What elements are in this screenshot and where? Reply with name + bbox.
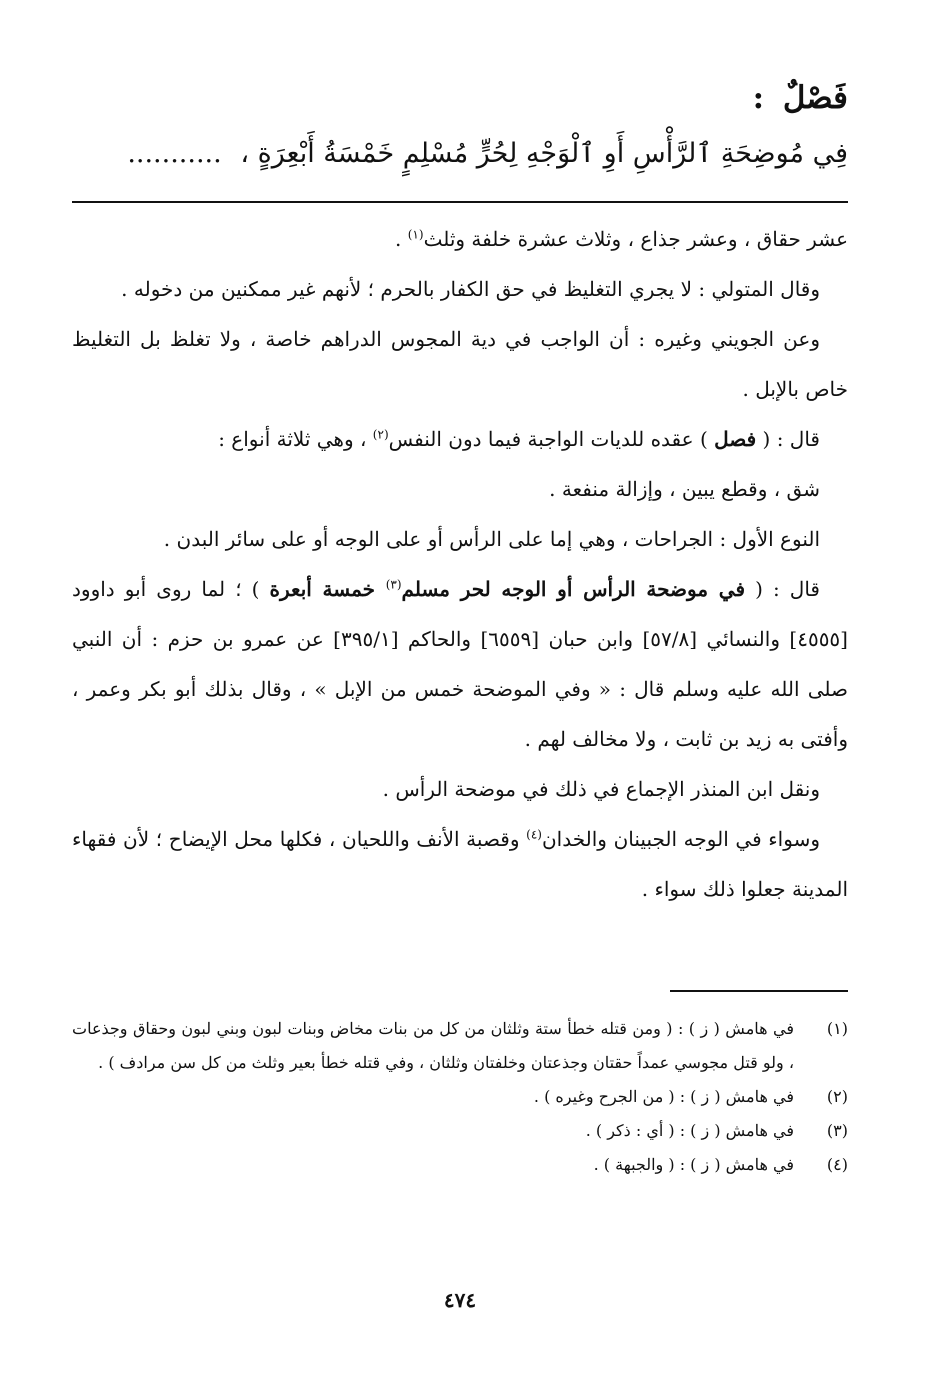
paragraph-5: شق ، وقطع يبين ، وإزالة منفعة . xyxy=(549,477,820,501)
footnote-text: في هامش ( ز ) : ( من الجرح وغيره ) . xyxy=(533,1087,794,1106)
footnote-number: (٤) xyxy=(826,1155,848,1174)
paragraph-7-bold-1: في موضحة الرأس أو الوجه لحر مسلم xyxy=(401,577,746,601)
footnote-ref-4: (٤) xyxy=(526,827,542,842)
section-heading xyxy=(753,80,848,117)
footnote-3 xyxy=(72,1114,848,1148)
paragraph-3: وعن الجويني وغيره : أن الواجب في دية المجوس الدراهم خاصة ، ولا تغلظ بل التغليظ خاص بالإبل . xyxy=(72,327,848,401)
footnote-number: (١) xyxy=(826,1019,848,1038)
matn-header-line xyxy=(72,136,848,171)
footnote-ref-1: (١) xyxy=(407,227,424,242)
paragraph-4 xyxy=(72,414,848,464)
paragraph-4-text-b: ) عقده للديات الواجبة فيما دون النفس xyxy=(388,427,715,451)
footnote-text: في هامش ( ز ) : ( والجبهة ) . xyxy=(593,1155,794,1174)
page-number: ٤٧٤ xyxy=(443,1288,477,1312)
paragraph-4-text-c: ، وهي ثلاثة أنواع : xyxy=(218,427,373,451)
footnote-4 xyxy=(72,1148,848,1182)
paragraph-7-text-b: ) ؛ لما روى أبو داوود [٤٥٥٥] والنسائي [٥٧/٨] وابن حبان [٦٥٥٩] والحاكم [٣٩٥/١] عن عمرو بن حزم : أن النبي صلى الله عليه وسلم قال : « وفي الموضحة خمس من الإبل » ، وقال بذلك أبو بكر وعمر ، وأفتى به زيد بن ثابت ، ولا مخالف لهم . xyxy=(72,577,848,751)
footnotes xyxy=(72,1012,848,1182)
paragraph-1-text: عشر حقاق ، وعشر جذاع ، وثلاث عشرة خلفة وثلث xyxy=(423,227,848,251)
footnote-text: في هامش ( ز ) : ( ومن قتله خطأ ستة وثلثان من كل من بنات مخاض وبنات لبون وبني لبون وحقاق وجذعات ، ولو قتل مجوسي عمداً حقتان وجذعتان وخلفتان وثلثان ، وفي قتله خطأ بعير وثلث من كل سن مرادف ) . xyxy=(72,1019,794,1072)
paragraph-9-text-b: وقصبة الأنف واللحيان ، فكلها محل الإيضاح ؛ لأن فقهاء المدينة جعلوا ذلك سواء . xyxy=(72,827,848,901)
paragraph-1-end: . xyxy=(395,227,408,251)
footnote-divider xyxy=(670,990,848,992)
paragraph-9 xyxy=(72,814,848,914)
matn-header-dots: ........... xyxy=(127,138,222,169)
footnote-text: في هامش ( ز ) : ( أي : ذكر ) . xyxy=(585,1121,794,1140)
paragraph-7-text-a: قال : ( xyxy=(745,577,820,601)
paragraph-8: ونقل ابن المنذر الإجماع في ذلك في موضحة الرأس . xyxy=(382,777,820,801)
footnote-number: (٢) xyxy=(826,1087,848,1106)
section-heading-colon: : xyxy=(752,80,765,116)
paragraph-6: النوع الأول : الجراحات ، وهي إما على الرأس أو على الوجه أو على سائر البدن . xyxy=(163,527,820,551)
footnote-2 xyxy=(72,1080,848,1114)
matn-header-text: فِي مُوضِحَةِ ٱلرَّأْسِ أَوِ ٱلْوَجْهِ لِحُرٍّ مُسْلِمٍ خَمْسَةُ أَبْعِرَةٍ ، xyxy=(240,138,848,169)
paragraph-2: وقال المتولي : لا يجري التغليظ في حق الكفار بالحرم ؛ لأنهم غير ممكنين من دخوله . xyxy=(121,277,820,301)
footnote-number: (٣) xyxy=(826,1121,848,1140)
footnote-1 xyxy=(72,1012,848,1080)
paragraph-9-text-a: وسواء في الوجه الجبينان والخدان xyxy=(541,827,820,851)
paragraph-1 xyxy=(72,214,848,264)
footnote-ref-2: (٢) xyxy=(372,427,389,442)
footnote-ref-3: (٣) xyxy=(385,577,402,592)
header-divider xyxy=(72,201,848,203)
paragraph-7-bold-2: خمسة أبعرة xyxy=(269,577,386,601)
paragraph-4-text-a: قال : ( xyxy=(756,427,820,451)
document-page xyxy=(72,0,848,1374)
paragraph-4-bold: فصل xyxy=(714,427,757,451)
commentary-body xyxy=(72,214,848,914)
paragraph-7 xyxy=(72,564,848,764)
section-heading-word: فَصْلٌ xyxy=(782,80,848,116)
